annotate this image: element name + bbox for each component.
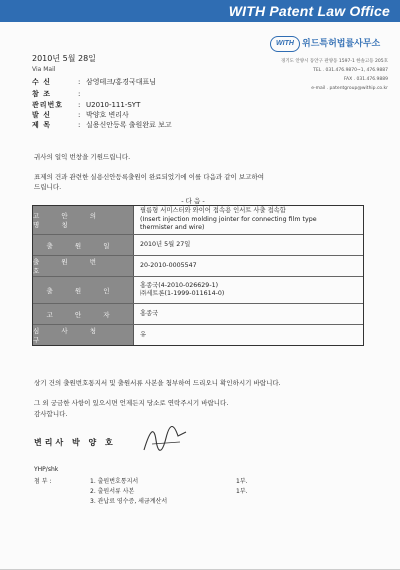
thanks: 감사합니다. xyxy=(34,410,68,418)
contact-address: 경기도 안양시 동안구 관양동 1597-1 한솔고등 205호 xyxy=(280,59,388,64)
recipient-label: 수 신 xyxy=(32,78,51,86)
value-line: 홍종국 xyxy=(140,309,159,317)
table-row xyxy=(33,206,363,235)
recipient-row: 수 신 : 삼영테크/홍경국대표님 xyxy=(32,78,156,86)
row-label: 출 원 번 호 xyxy=(33,256,134,276)
initials: YHP/shk xyxy=(34,466,59,473)
contact-fax: FAX . 031.476.9889 xyxy=(343,77,388,82)
contact-email: e-mail . patentgroup@withip.co.kr xyxy=(311,86,388,91)
recipient-value: 삼영테크/홍경국대표님 xyxy=(86,78,156,86)
enclosure-item: 2. 출원서류 사본 xyxy=(90,488,135,495)
signature-scribble xyxy=(140,420,190,456)
subject-row: 제 목 : 실용신안등록 출원완료 보고 xyxy=(32,121,172,129)
table-row xyxy=(33,325,363,345)
row-value xyxy=(134,235,363,255)
value-line: 20-2010-0005547 xyxy=(140,261,197,269)
row-value xyxy=(134,206,363,234)
ref-value: U2010-111-SYT xyxy=(86,101,141,109)
row-label: 출 원 인 xyxy=(33,277,134,303)
intro-line-1: 표제의 건과 관련한 실용신안등록출원이 완료되었기에 이를 다음과 같이 보고하여 xyxy=(34,173,265,181)
value-line: (Insert injection molding jointer for connecting film type xyxy=(140,215,317,223)
row-label: 고 안 의 명 칭 xyxy=(33,206,134,234)
value-line: 홍종국(4-2010-026629-1) xyxy=(140,281,219,289)
subject-label: 제 목 xyxy=(32,121,51,129)
row-value xyxy=(134,304,363,324)
enclosure-label: 첨 부 : xyxy=(34,478,52,485)
value-line: 유 xyxy=(140,330,147,338)
enclosure-item: 3. 관납료 영수증, 세금계산서 xyxy=(90,498,168,505)
sender-value: 박양호 변리사 xyxy=(86,111,129,119)
enclosure-count: 1부. xyxy=(236,488,248,495)
logo-mark: WITH xyxy=(270,36,300,52)
delivery-method: Via Mail xyxy=(32,66,56,73)
subject-value: 실용신안등록 출원완료 보고 xyxy=(86,121,172,129)
ref-row: 관리번호 : U2010-111-SYT xyxy=(32,101,141,109)
logo-name: 위드특허법률사무소 xyxy=(302,39,381,49)
signatory: 변리사 박 양 호 xyxy=(34,438,116,447)
firm-logo xyxy=(270,36,388,54)
value-line: thermister and wire) xyxy=(140,224,205,232)
header-band xyxy=(0,0,400,22)
row-value xyxy=(134,256,363,276)
section-title: - 다 음 - xyxy=(181,197,205,205)
value-line: 필름형 서미스터와 와이어 접속용 인서트 사출 접속함 xyxy=(140,207,286,215)
row-label: 심 사 청 구 xyxy=(33,325,134,345)
value-line: ㈜세트론(1-1999-011614-0) xyxy=(140,290,225,297)
table-row xyxy=(33,256,363,277)
sender-label: 발 신 xyxy=(32,111,51,119)
value-line: 2010년 5월 27일 xyxy=(140,240,191,248)
table-row xyxy=(33,304,363,325)
enclosure-item: 1. 출원번호통지서 xyxy=(90,478,139,485)
cc-row: 참 조 : xyxy=(32,90,81,98)
table-row xyxy=(33,277,363,304)
letter-date: 2010년 5월 28일 xyxy=(32,54,96,63)
brand-title: WITH Patent Law Office xyxy=(228,3,390,19)
row-label: 출 원 일 xyxy=(33,235,134,255)
greeting: 귀사의 일익 번창을 기원드립니다. xyxy=(34,153,131,161)
closing-line-2: 그 외 궁금한 사항이 있으시면 언제든지 당소로 연락주시기 바랍니다. xyxy=(34,399,229,407)
closing-line-1: 상기 건의 출원번호통지서 및 출원서류 사본을 첨부하여 드리오니 확인하시기 바랍니다. xyxy=(34,379,281,387)
row-value xyxy=(134,277,363,303)
enclosure-count: 1부. xyxy=(236,478,248,485)
sender-row: 발 신 : 박양호 변리사 xyxy=(32,111,129,119)
application-table xyxy=(32,205,364,346)
row-value xyxy=(134,325,363,345)
ref-label: 관리번호 xyxy=(32,101,64,109)
row-label: 고 안 자 xyxy=(33,304,134,324)
intro-line-2: 드립니다. xyxy=(34,183,62,191)
table-row xyxy=(33,235,363,256)
cc-label: 참 조 xyxy=(32,90,51,98)
contact-tel: TEL . 031.476.9870~1, 476.9887 xyxy=(313,68,388,73)
